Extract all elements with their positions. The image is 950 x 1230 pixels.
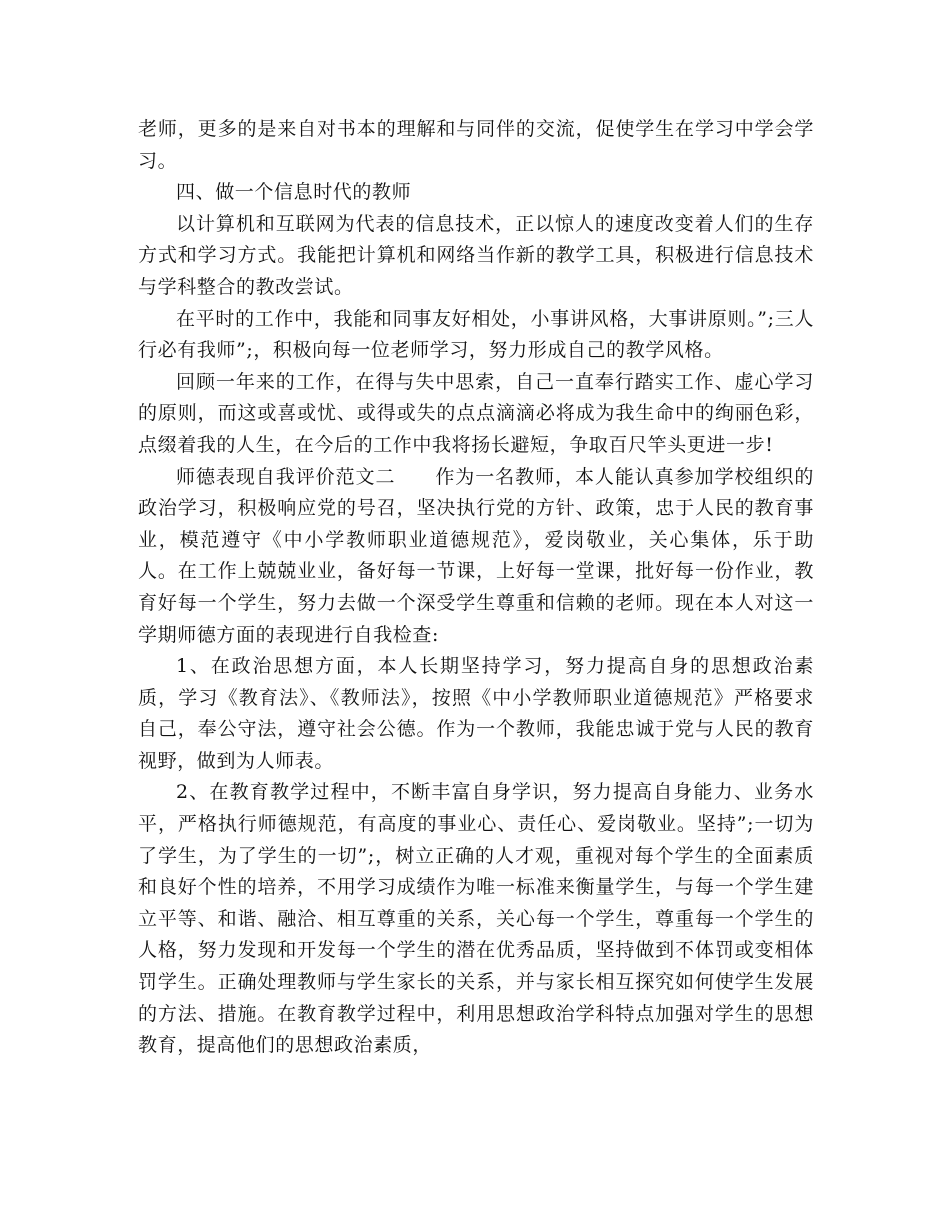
paragraph: 回顾一年来的工作，在得与失中思索，自己一直奉行踏实工作、虚心学习的原则，而这或喜或忧、或得或失的点点滴滴必将成为我生命中的绚丽色彩，点缀着我的人生，在今后的工作中我将扬长避短，争取百尺竿头更进一步!	[138, 370, 814, 456]
paragraph: 1、在政治思想方面，本人长期坚持学习，努力提高自身的思想政治素质，学习《教育法》、《教师法》，按照《中小学教师职业道德规范》严格要求自己，奉公守法，遵守社会公德。作为一个教师，我能忠诚于党与人民的教育视野，做到为人师表。	[138, 655, 814, 772]
paragraph: 2、在教育教学过程中，不断丰富自身学识，努力提高自身能力、业务水平，严格执行师德规范，有高度的事业心、责任心、爱岗敬业。坚持”;一切为了学生，为了学生的一切”;，树立正确的人才观，重视对每个学生的全面素质和良好个性的培养，不用学习成绩作为唯一标准来衡量学生，与每一个学生建立平等、和谐、融洽、相互尊重的关系，关心每一个学生，尊重每一个学生的人格，努力发现和开发每一个学生的潜在优秀品质，坚持做到不体罚或变相体罚学生。正确处理教师与学生家长的关系，并与家长相互探究如何使学生发展的方法、措施。在教育教学过程中，利用思想政治学科特点加强对学生的思想教育，提高他们的思想政治素质，	[138, 781, 814, 1057]
paragraph: 在平时的工作中，我能和同事友好相处，小事讲风格，大事讲原则。”;三人行必有我师”;，积极向每一位老师学习，努力形成自己的教学风格。	[138, 307, 814, 362]
section-heading: 四、做一个信息时代的教师	[176, 181, 412, 204]
paragraph-continuation: 老师，更多的是来自对书本的理解和与同伴的交流，促使学生在学习中学会学习。	[138, 118, 814, 172]
paragraph: 师德表现自我评价范文二 作为一名教师，本人能认真参加学校组织的政治学习，积极响应党的号召，坚决执行党的方针、政策，忠于人民的教育事业，模范遵守《中小学教师职业道德规范》，爱岗敬业，关心集体，乐于助人。在工作上兢兢业业，备好每一节课，上好每一堂课，批好每一份作业，教育好每一个学生，努力去做一个深受学生尊重和信赖的老师。现在本人对这一学期师德方面的表现进行自我检查:	[138, 465, 814, 646]
paragraph: 以计算机和互联网为代表的信息技术，正以惊人的速度改变着人们的生存方式和学习方式。我能把计算机和网络当作新的教学工具，积极进行信息技术与学科整合的教改尝试。	[138, 212, 814, 298]
document-body	[138, 114, 814, 1062]
